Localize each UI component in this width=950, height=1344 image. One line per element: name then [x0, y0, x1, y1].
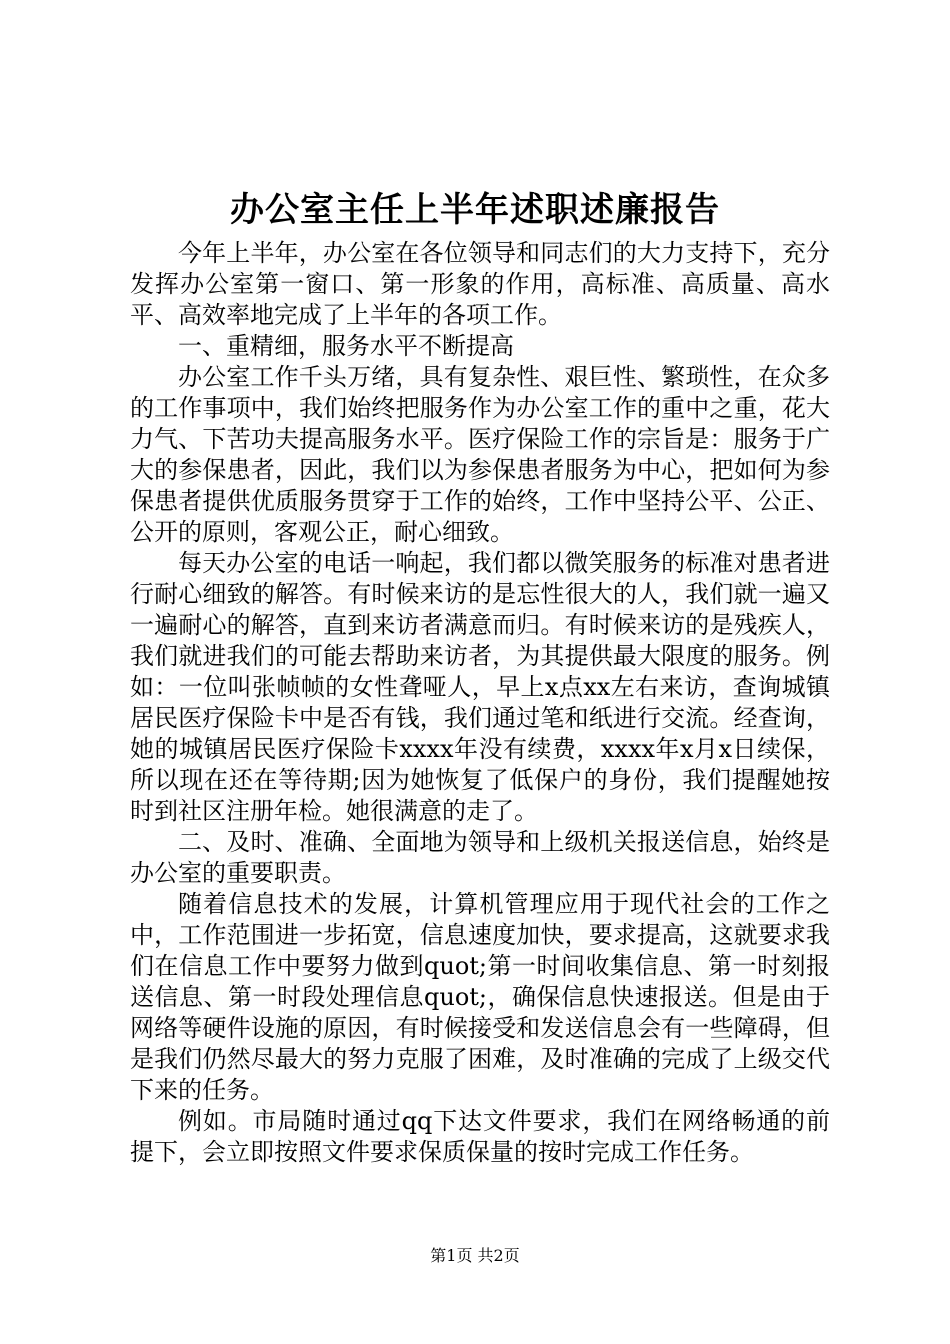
page-number-footer: 第1页 共2页	[430, 1246, 520, 1265]
document-title: 办公室主任上半年述职述廉报告	[230, 190, 720, 230]
paragraph-service: 办公室工作千头万绪，具有复杂性、艰巨性、繁琐性，在众多的工作事项中，我们始终把服务作为办公室工作的重中之重，花大力气、下苦功夫提高服务水平。医疗保险工作的宗旨是：服务于广大的参保患者，因此，我们以为参保患者服务为中心，把如何为参保患者提供优质服务贯穿于工作的始终，工作中坚持公平、公正、公开的原则，客观公正，耐心细致。	[130, 363, 830, 546]
paragraph-intro: 今年上半年，办公室在各位领导和同志们的大力支持下，充分发挥办公室第一窗口、第一形象的作用，高标准、高质量、高水平、高效率地完成了上半年的各项工作。	[130, 239, 830, 329]
paragraph-phone-service: 每天办公室的电话一响起，我们都以微笑服务的标准对患者进行耐心细致的解答。有时候来访的是忘性很大的人，我们就一遍又一遍耐心的解答，直到来访者满意而归。有时候来访的是残疾人，我们就进我们的可能去帮助来访者，为其提供最大限度的服务。例如：一位叫张帧帧的女性聋哑人，早上x点xx左右来访，查询城镇居民医疗保险卡中是否有钱，我们通过笔和纸进行交流。经查询，她的城镇居民医疗保险卡xxxx年没有续费，xxxx年x月x日续保，所以现在还在等待期;因为她恢复了低保户的身份，我们提醒她按时到社区注册年检。她很满意的走了。	[130, 549, 830, 825]
document-body	[130, 238, 830, 1168]
paragraph-example: 例如。市局随时通过qq下达文件要求，我们在网络畅通的前提下，会立即按照文件要求保质保量的按时完成工作任务。	[130, 1107, 830, 1166]
section-heading-2: 二、及时、准确、全面地为领导和上级机关报送信息，始终是办公室的重要职责。	[130, 828, 830, 887]
section-heading-1: 一、重精细，服务水平不断提高	[178, 332, 514, 360]
paragraph-information: 随着信息技术的发展，计算机管理应用于现代社会的工作之中，工作范围进一步拓宽，信息速度加快，要求提高，这就要求我们在信息工作中要努力做到quot;第一时间收集信息、第一时刻报送信息、第一时段处理信息quot;，确保信息快速报送。但是由于网络等硬件设施的原因，有时候接受和发送信息会有一些障碍，但是我们仍然尽最大的努力克服了困难，及时准确的完成了上级交代下来的任务。	[130, 890, 830, 1104]
